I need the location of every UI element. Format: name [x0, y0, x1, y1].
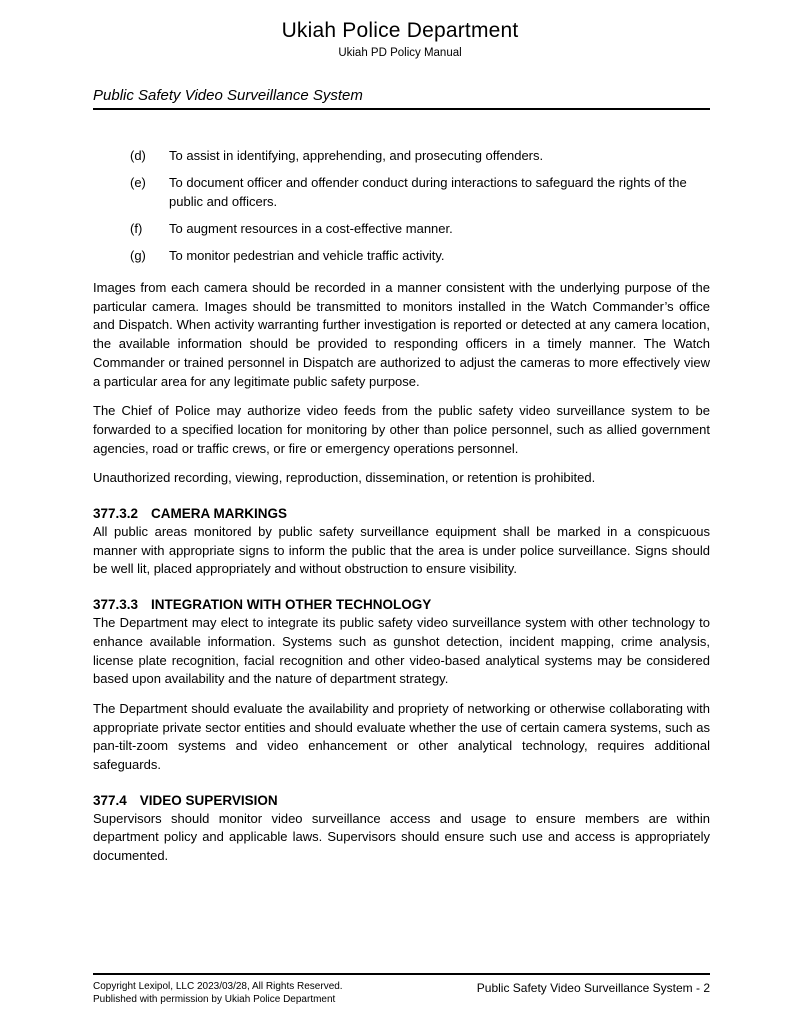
list-item — [93, 173, 710, 211]
page-header — [0, 0, 800, 60]
paragraph-unauthorized: Unauthorized recording, viewing, reproduction, dissemination, or retention is prohibited. — [93, 470, 596, 486]
section-title: CAMERA MARKINGS — [151, 506, 288, 522]
section-number: 377.4 — [93, 792, 127, 808]
document-body — [93, 146, 710, 866]
manual-title: Ukiah PD Policy Manual — [338, 47, 462, 59]
footer-page-label: Public Safety Video Surveillance System - 2 — [476, 981, 710, 995]
copyright-line-2: Published with permission by Ukiah Police Department — [93, 993, 336, 1005]
doc-heading-rule — [93, 87, 710, 110]
section-heading-377-3-3 — [93, 595, 710, 614]
section-body-377-4: Supervisors should monitor video surveillance access and usage to ensure members are within department policy and applicable laws. Supervisors should ensure such use and access is appropriately documented. — [93, 810, 710, 864]
list-item — [93, 219, 710, 238]
list-item-text: To monitor pedestrian and vehicle traffic activity. — [169, 248, 445, 263]
section-body-377-3-2: All public areas monitored by public safety surveillance equipment shall be marked in a conspicuous manner with appropriate signs to inform the public that the area is under police surveillance. Signs should be well lit, placed appropriately and without obstruction to ensure visibility. — [93, 524, 710, 577]
copyright-line-1: Copyright Lexipol, LLC 2023/03/28, All Rights Reserved. — [93, 981, 343, 992]
paragraph-chief-authorize: The Chief of Police may authorize video feeds from the public safety video surveillance system to be forwarded to a specified location for monitoring by other than police personnel, such as allied government agencies, road or traffic crews, or fire or emergency operations personnel. — [93, 403, 710, 456]
list-item-text: To document officer and offender conduct during interactions to safeguard the rights of the public and officers. — [169, 175, 687, 209]
footer-copyright — [93, 981, 343, 1006]
section-heading-377-4 — [93, 791, 710, 810]
list-item-text: To augment resources in a cost-effective manner. — [169, 221, 453, 236]
list-item-label: (f) — [130, 221, 143, 236]
list-item — [93, 246, 710, 265]
section-number: 377.3.3 — [93, 597, 139, 613]
list-item-label: (g) — [130, 248, 146, 263]
org-title: Ukiah Police Department — [281, 19, 519, 42]
section-title: VIDEO SUPERVISION — [139, 792, 278, 808]
section-number: 377.3.2 — [93, 506, 139, 522]
list-item-label: (d) — [130, 148, 146, 163]
paragraph-recording: Images from each camera should be recorded in a manner consistent with the underlying purpose of the particular camera. Images should be transmitted to monitors installed in the Watch Commander’s office and Dispatch. When activity warranting further investigation is reported or detected at any camera location, the available information should be provided to responding officers in a timely manner. The Watch Commander or trained personnel in Dispatch are authorized to adjust the cameras to more effectively view a particular area for any legitimate public safety purpose. — [93, 280, 710, 389]
list-item-text: To assist in identifying, apprehending, and prosecuting offenders. — [169, 148, 544, 163]
section-title: INTEGRATION WITH OTHER TECHNOLOGY — [151, 597, 432, 613]
page-footer — [93, 973, 710, 1006]
list-item-label: (e) — [130, 175, 146, 190]
list-item — [93, 146, 710, 165]
section-heading-377-3-2 — [93, 504, 710, 523]
section-body-377-3-3: The Department may elect to integrate its public safety video surveillance system with other technology to enhance available information. Systems such as gunshot detection, incident mapping, crime analysis, license plate recognition, facial recognition and other video-based analytical systems may be considered based upon availability and the nature of department strategy. — [93, 615, 710, 687]
paragraph-networking: The Department should evaluate the availability and propriety of networking or otherwise collaborating with appropriate private sector entities and should evaluate whether the use of certain camera systems, such as pan-tilt-zoom systems and video enhancement or other analytical technology, requires additional safeguards. — [93, 700, 710, 773]
purpose-list — [93, 146, 710, 265]
doc-title: Public Safety Video Surveillance System — [93, 87, 363, 104]
